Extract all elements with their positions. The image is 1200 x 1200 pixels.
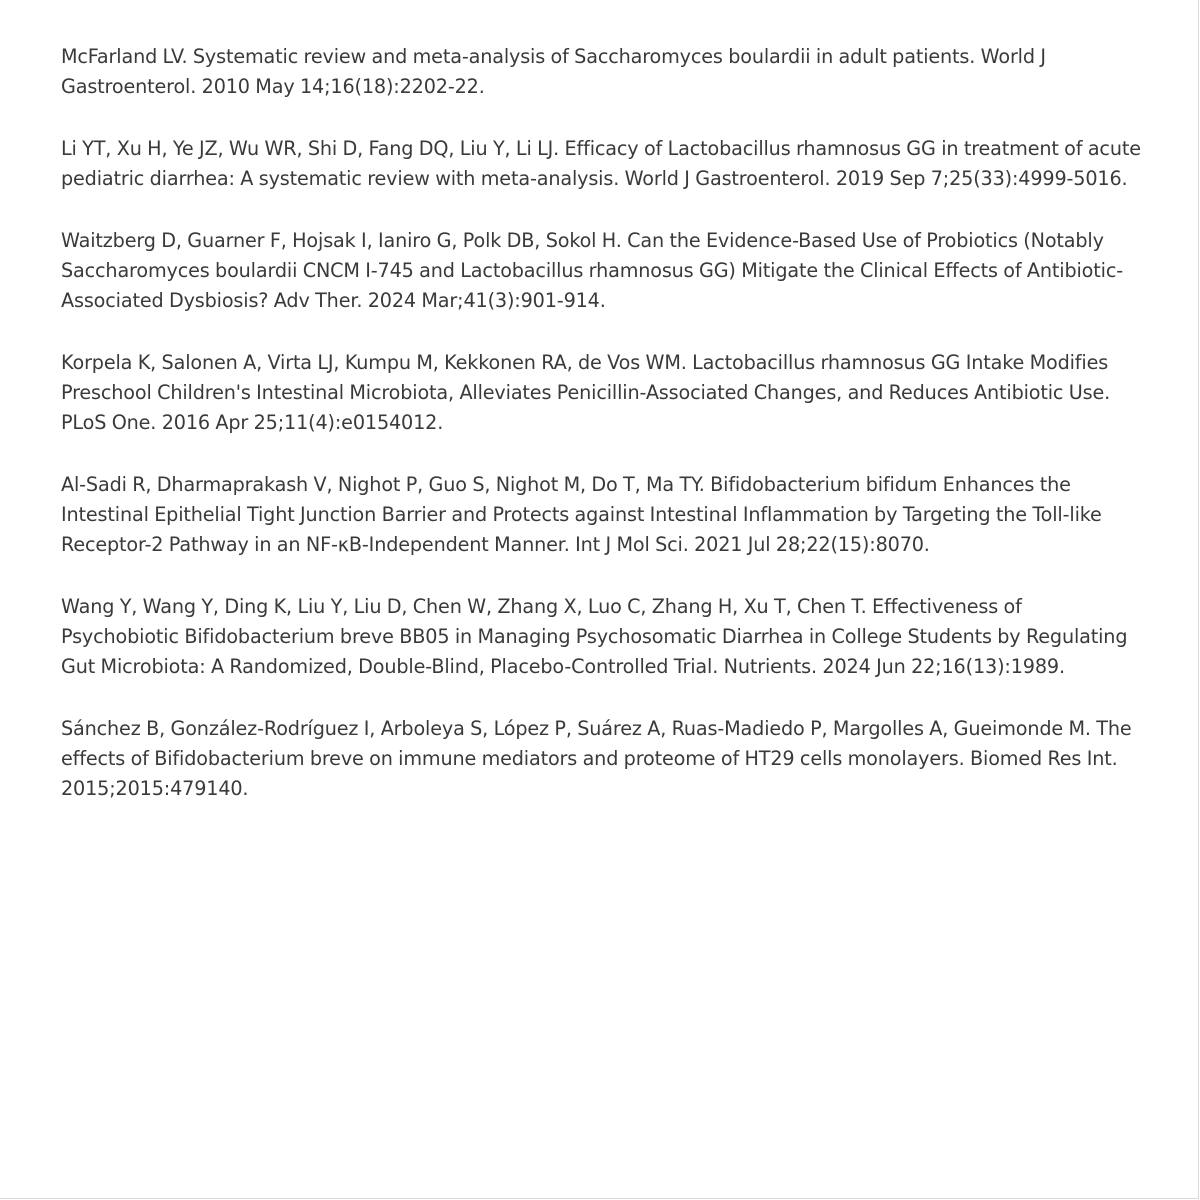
reference-item: Wang Y, Wang Y, Ding K, Liu Y, Liu D, Chen W, Zhang X, Luo C, Zhang H, Xu T, Chen T. Effectiveness of Psychobiotic Bifidobacterium breve BB05 in Managing Psychosomatic Diarrhea in College Students by Regulating Gut Microbiota: A Randomized, Double-Blind, Placebo-Controlled Trial. Nutrients. 2024 Jun 22;16(13):1989. <box>61 595 1128 678</box>
reference-list <box>61 42 1141 836</box>
reference-item: Korpela K, Salonen A, Virta LJ, Kumpu M, Kekkonen RA, de Vos WM. Lactobacillus rhamnosus GG Intake Modifies Preschool Children's Intestinal Microbiota, Alleviates Penicillin-Associated Changes, and Reduces Antibiotic Use. PLoS One. 2016 Apr 25;11(4):e0154012. <box>61 351 1111 434</box>
reference-item: Sánchez B, González-Rodríguez I, Arboleya S, López P, Suárez A, Ruas-Madiedo P, Margolles A, Gueimonde M. The effects of Bifidobacterium breve on immune mediators and proteome of HT29 cells monolayers. Biomed Res Int. 2015;2015:479140. <box>61 717 1132 800</box>
reference-item: Li YT, Xu H, Ye JZ, Wu WR, Shi D, Fang DQ, Liu Y, Li LJ. Efficacy of Lactobacillus rhamnosus GG in treatment of acute pediatric diarrhea: A systematic review with meta-analysis. World J Gastroenterol. 2019 Sep 7;25(33):4999-5016. <box>61 137 1141 190</box>
reference-item: McFarland LV. Systematic review and meta-analysis of Saccharomyces boulardii in adult patients. World J Gastroenterol. 2010 May 14;16(18):2202-22. <box>61 45 1046 98</box>
reference-item: Al-Sadi R, Dharmaprakash V, Nighot P, Guo S, Nighot M, Do T, Ma TY. Bifidobacterium bifidum Enhances the Intestinal Epithelial Tight Junction Barrier and Protects against Intestinal Inflammation by Targeting the Toll-like Receptor-2 Pathway in an NF-κB-Independent Manner. Int J Mol Sci. 2021 Jul 28;22(15):8070. <box>61 473 1102 556</box>
reference-item: Waitzberg D, Guarner F, Hojsak I, Ianiro G, Polk DB, Sokol H. Can the Evidence-Based Use of Probiotics (Notably Saccharomyces boulardii CNCM I-745 and Lactobacillus rhamnosus GG) Mitigate the Clinical Effects of Antibiotic-Associated Dysbiosis? Adv Ther. 2024 Mar;41(3):901-914. <box>61 229 1124 312</box>
